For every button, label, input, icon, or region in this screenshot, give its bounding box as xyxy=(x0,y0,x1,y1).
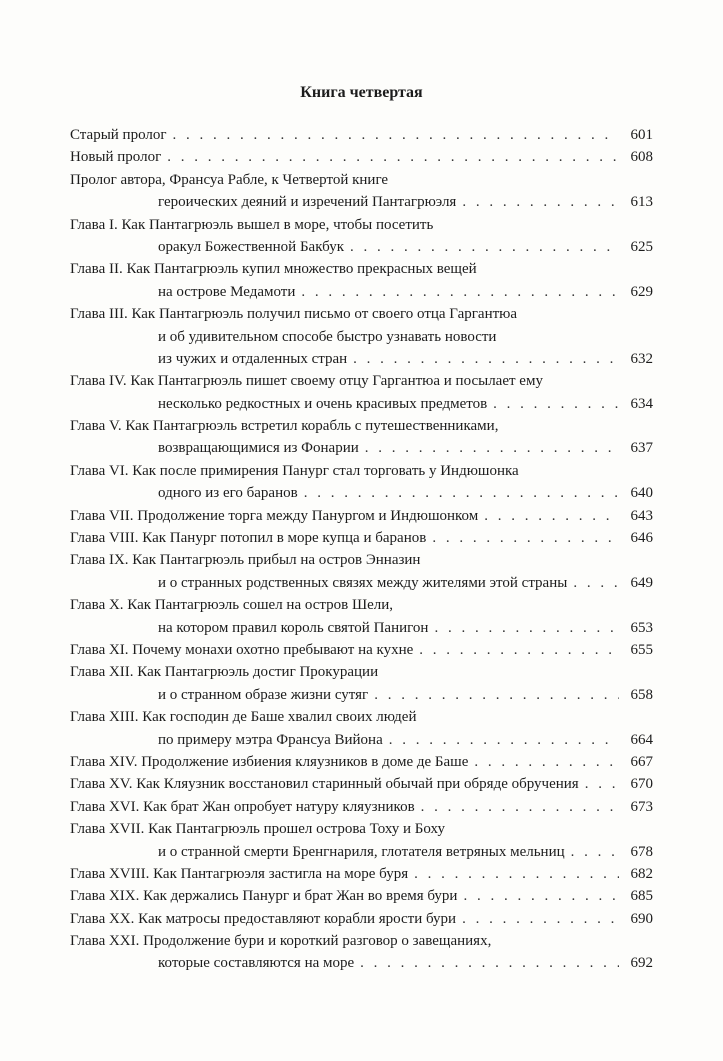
toc-entry-title: Глава XX. Как матросы предоставляют корабли ярости бури xyxy=(70,910,457,927)
toc-entry-title: Пролог автора, Франсуа Рабле, к Четвертой книге xyxy=(70,171,389,188)
toc-line xyxy=(70,684,653,706)
toc-line xyxy=(70,549,653,571)
toc-entry-title: Глава VIII. Как Панург потопил в море купца и баранов xyxy=(70,530,427,547)
toc-page-number: 646 xyxy=(630,530,653,547)
toc-line xyxy=(70,729,653,751)
toc-entry xyxy=(70,908,653,930)
toc-line xyxy=(70,863,653,885)
toc-entry-title: несколько редкостных и очень красивых предметов xyxy=(158,395,488,412)
toc-line xyxy=(70,348,653,370)
toc-entry-title: Новый пролог xyxy=(70,149,162,166)
toc-line xyxy=(70,370,653,392)
dot-leader xyxy=(389,729,619,751)
toc-entry-title: Глава X. Как Пантагрюэль сошел на остров Шели, xyxy=(70,597,394,614)
toc-entry-title: возвращающимися из Фонарии xyxy=(158,440,359,457)
toc-line xyxy=(70,706,653,728)
toc-line xyxy=(70,236,653,258)
toc-entry xyxy=(70,863,653,885)
toc-entry-title: Глава IV. Как Пантагрюэль пишет своему отцу Гаргантюа и посылает ему xyxy=(70,373,543,390)
dot-leader xyxy=(484,505,619,527)
toc-line xyxy=(70,482,653,504)
toc-entry-title: Глава XIV. Продолжение избиения кляузников в доме де Баше xyxy=(70,753,469,770)
toc-page-number: 678 xyxy=(630,843,653,860)
toc-line xyxy=(70,169,653,191)
toc-line xyxy=(70,146,653,168)
toc-line xyxy=(70,572,653,594)
toc-line xyxy=(70,617,653,639)
toc-entry xyxy=(70,146,653,168)
dot-leader xyxy=(463,885,619,907)
toc-page-number: 632 xyxy=(630,350,653,367)
toc-line xyxy=(70,393,653,415)
toc-entry-title: Глава XIX. Как держались Панург и брат Жан во время бури xyxy=(70,888,458,905)
toc-page-number: 664 xyxy=(630,731,653,748)
toc-line xyxy=(70,460,653,482)
toc-line xyxy=(70,818,653,840)
toc-page-number: 640 xyxy=(630,485,653,502)
toc-entry-title: и об удивительном способе быстро узнавать новости xyxy=(158,328,497,345)
toc-line xyxy=(70,773,653,795)
toc-entry xyxy=(70,214,653,259)
toc-entry-title: Глава XXI. Продолжение бури и короткий разговор о завещаниях, xyxy=(70,933,492,950)
toc-page-number: 637 xyxy=(630,440,653,457)
toc-line xyxy=(70,415,653,437)
toc-page-number: 634 xyxy=(630,395,653,412)
toc-entry xyxy=(70,796,653,818)
toc-line xyxy=(70,796,653,818)
dot-leader xyxy=(434,617,619,639)
toc-page-number: 643 xyxy=(630,507,653,524)
toc-line xyxy=(70,661,653,683)
toc-entry xyxy=(70,527,653,549)
toc-line xyxy=(70,281,653,303)
dot-leader xyxy=(365,437,619,459)
toc-line xyxy=(70,527,653,549)
dot-leader xyxy=(167,146,619,168)
toc-entry-title: одного из его баранов xyxy=(158,485,298,502)
dot-leader xyxy=(374,684,619,706)
toc-entry xyxy=(70,258,653,303)
dot-leader xyxy=(360,952,619,974)
toc-entry-title: Глава XV. Как Кляузник восстановил старинный обычай при обряде обручения xyxy=(70,776,579,793)
toc-entry xyxy=(70,169,653,214)
toc-entry-title: на котором правил король святой Панигон xyxy=(158,619,429,636)
toc-page-number: 653 xyxy=(630,619,653,636)
dot-leader xyxy=(432,527,619,549)
toc-line xyxy=(70,437,653,459)
toc-line xyxy=(70,594,653,616)
toc-entry-title: Глава XVII. Как Пантагрюэль прошел острова Тоху и Боху xyxy=(70,821,445,838)
toc-entry xyxy=(70,505,653,527)
dot-leader xyxy=(353,348,619,370)
section-heading: Книга четвертая xyxy=(300,84,423,101)
toc-entry-title: героических деяний и изречений Пантагрюэля xyxy=(158,194,457,211)
toc-entry xyxy=(70,885,653,907)
toc-page-number: 692 xyxy=(630,955,653,972)
toc-page-number: 649 xyxy=(630,574,653,591)
dot-leader xyxy=(493,393,619,415)
toc-entry xyxy=(70,706,653,751)
toc-entry xyxy=(70,370,653,415)
toc-entry-title: Глава I. Как Пантагрюэль вышел в море, чтобы посетить xyxy=(70,216,434,233)
toc-line xyxy=(70,191,653,213)
toc-entry xyxy=(70,415,653,460)
toc-page-number: 670 xyxy=(630,776,653,793)
toc-entry-title: Глава XI. Почему монахи охотно пребывают на кухне xyxy=(70,641,414,658)
table-of-contents xyxy=(70,124,653,975)
toc-entry xyxy=(70,661,653,706)
toc-page-number: 601 xyxy=(630,127,653,143)
toc-entry-title: и о странной смерти Бренгнариля, глотателя ветряных мельниц xyxy=(158,843,565,860)
toc-line xyxy=(70,908,653,930)
toc-entry xyxy=(70,818,653,863)
toc-line xyxy=(70,841,653,863)
toc-line xyxy=(70,930,653,952)
dot-leader xyxy=(462,908,619,930)
toc-line xyxy=(70,505,653,527)
toc-page-number: 682 xyxy=(630,865,653,882)
toc-line xyxy=(70,124,653,146)
toc-entry-title: оракул Божественной Бакбук xyxy=(158,238,344,255)
toc-entry-title: и о странных родственных связях между жителями этой страны xyxy=(158,574,568,591)
toc-entry-title: Глава XIII. Как господин де Баше хвалил своих людей xyxy=(70,709,417,726)
toc-page-number: 629 xyxy=(630,283,653,300)
toc-page-number: 613 xyxy=(630,194,653,211)
dot-leader xyxy=(474,751,619,773)
toc-entry-title: Глава XVIII. Как Пантагрюэля застигла на море буря xyxy=(70,865,409,882)
toc-entry-title: из чужих и отдаленных стран xyxy=(158,350,348,367)
toc-entry xyxy=(70,549,653,594)
dot-leader xyxy=(301,281,619,303)
toc-entry-title: Глава XII. Как Пантагрюэль достиг Прокурации xyxy=(70,664,379,681)
toc-entry-title: которые составляются на море xyxy=(158,955,355,972)
toc-line xyxy=(70,639,653,661)
toc-line xyxy=(70,303,653,325)
toc-page-number: 667 xyxy=(630,753,653,770)
toc-entry xyxy=(70,594,653,639)
toc-entry-title: на острове Медамоти xyxy=(158,283,296,300)
toc-entry xyxy=(70,639,653,661)
toc-entry-title: по примеру мэтра Франсуа Вийона xyxy=(158,731,383,748)
dot-leader xyxy=(350,236,619,258)
toc-entry-title: и о странном образе жизни сутяг xyxy=(158,686,369,703)
toc-entry xyxy=(70,751,653,773)
dot-leader xyxy=(462,191,619,213)
dot-leader xyxy=(419,639,619,661)
toc-entry-title: Глава V. Как Пантагрюэль встретил корабль с путешественниками, xyxy=(70,418,499,435)
toc-entry-title: Глава IX. Как Пантагрюэль прибыл на остров Энназин xyxy=(70,552,421,569)
toc-line xyxy=(70,326,653,348)
toc-page-number: 673 xyxy=(630,798,653,815)
toc-entry-title: Глава XVI. Как брат Жан опробует натуру кляузников xyxy=(70,798,415,815)
dot-leader xyxy=(571,841,619,863)
dot-leader xyxy=(414,863,619,885)
toc-line xyxy=(70,885,653,907)
toc-entry-title: Глава II. Как Пантагрюэль купил множество прекрасных вещей xyxy=(70,261,477,278)
toc-entry xyxy=(70,303,653,370)
dot-leader xyxy=(173,124,619,146)
toc-line xyxy=(70,258,653,280)
toc-line xyxy=(70,214,653,236)
toc-entry-title: Глава VI. Как после примирения Панург стал торговать у Индюшонка xyxy=(70,462,519,479)
toc-page-number: 685 xyxy=(630,888,653,905)
toc-page-number: 608 xyxy=(630,149,653,166)
toc-entry xyxy=(70,773,653,795)
toc-entry-title: Глава VII. Продолжение торга между Панургом и Индюшонком xyxy=(70,507,479,524)
dot-leader xyxy=(573,572,619,594)
toc-page-number: 658 xyxy=(630,686,653,703)
toc-entry xyxy=(70,460,653,505)
toc-line xyxy=(70,952,653,974)
toc-line xyxy=(70,751,653,773)
dot-leader xyxy=(421,796,619,818)
toc-entry xyxy=(70,124,653,146)
dot-leader xyxy=(585,773,619,795)
toc-page-number: 690 xyxy=(630,910,653,927)
dot-leader xyxy=(304,482,619,504)
toc-entry-title: Глава III. Как Пантагрюэль получил письмо от своего отца Гаргантюа xyxy=(70,306,518,323)
toc-entry-title: Старый пролог xyxy=(70,127,167,143)
toc-page-number: 625 xyxy=(630,238,653,255)
toc-page-number: 655 xyxy=(630,641,653,658)
toc-entry xyxy=(70,930,653,975)
